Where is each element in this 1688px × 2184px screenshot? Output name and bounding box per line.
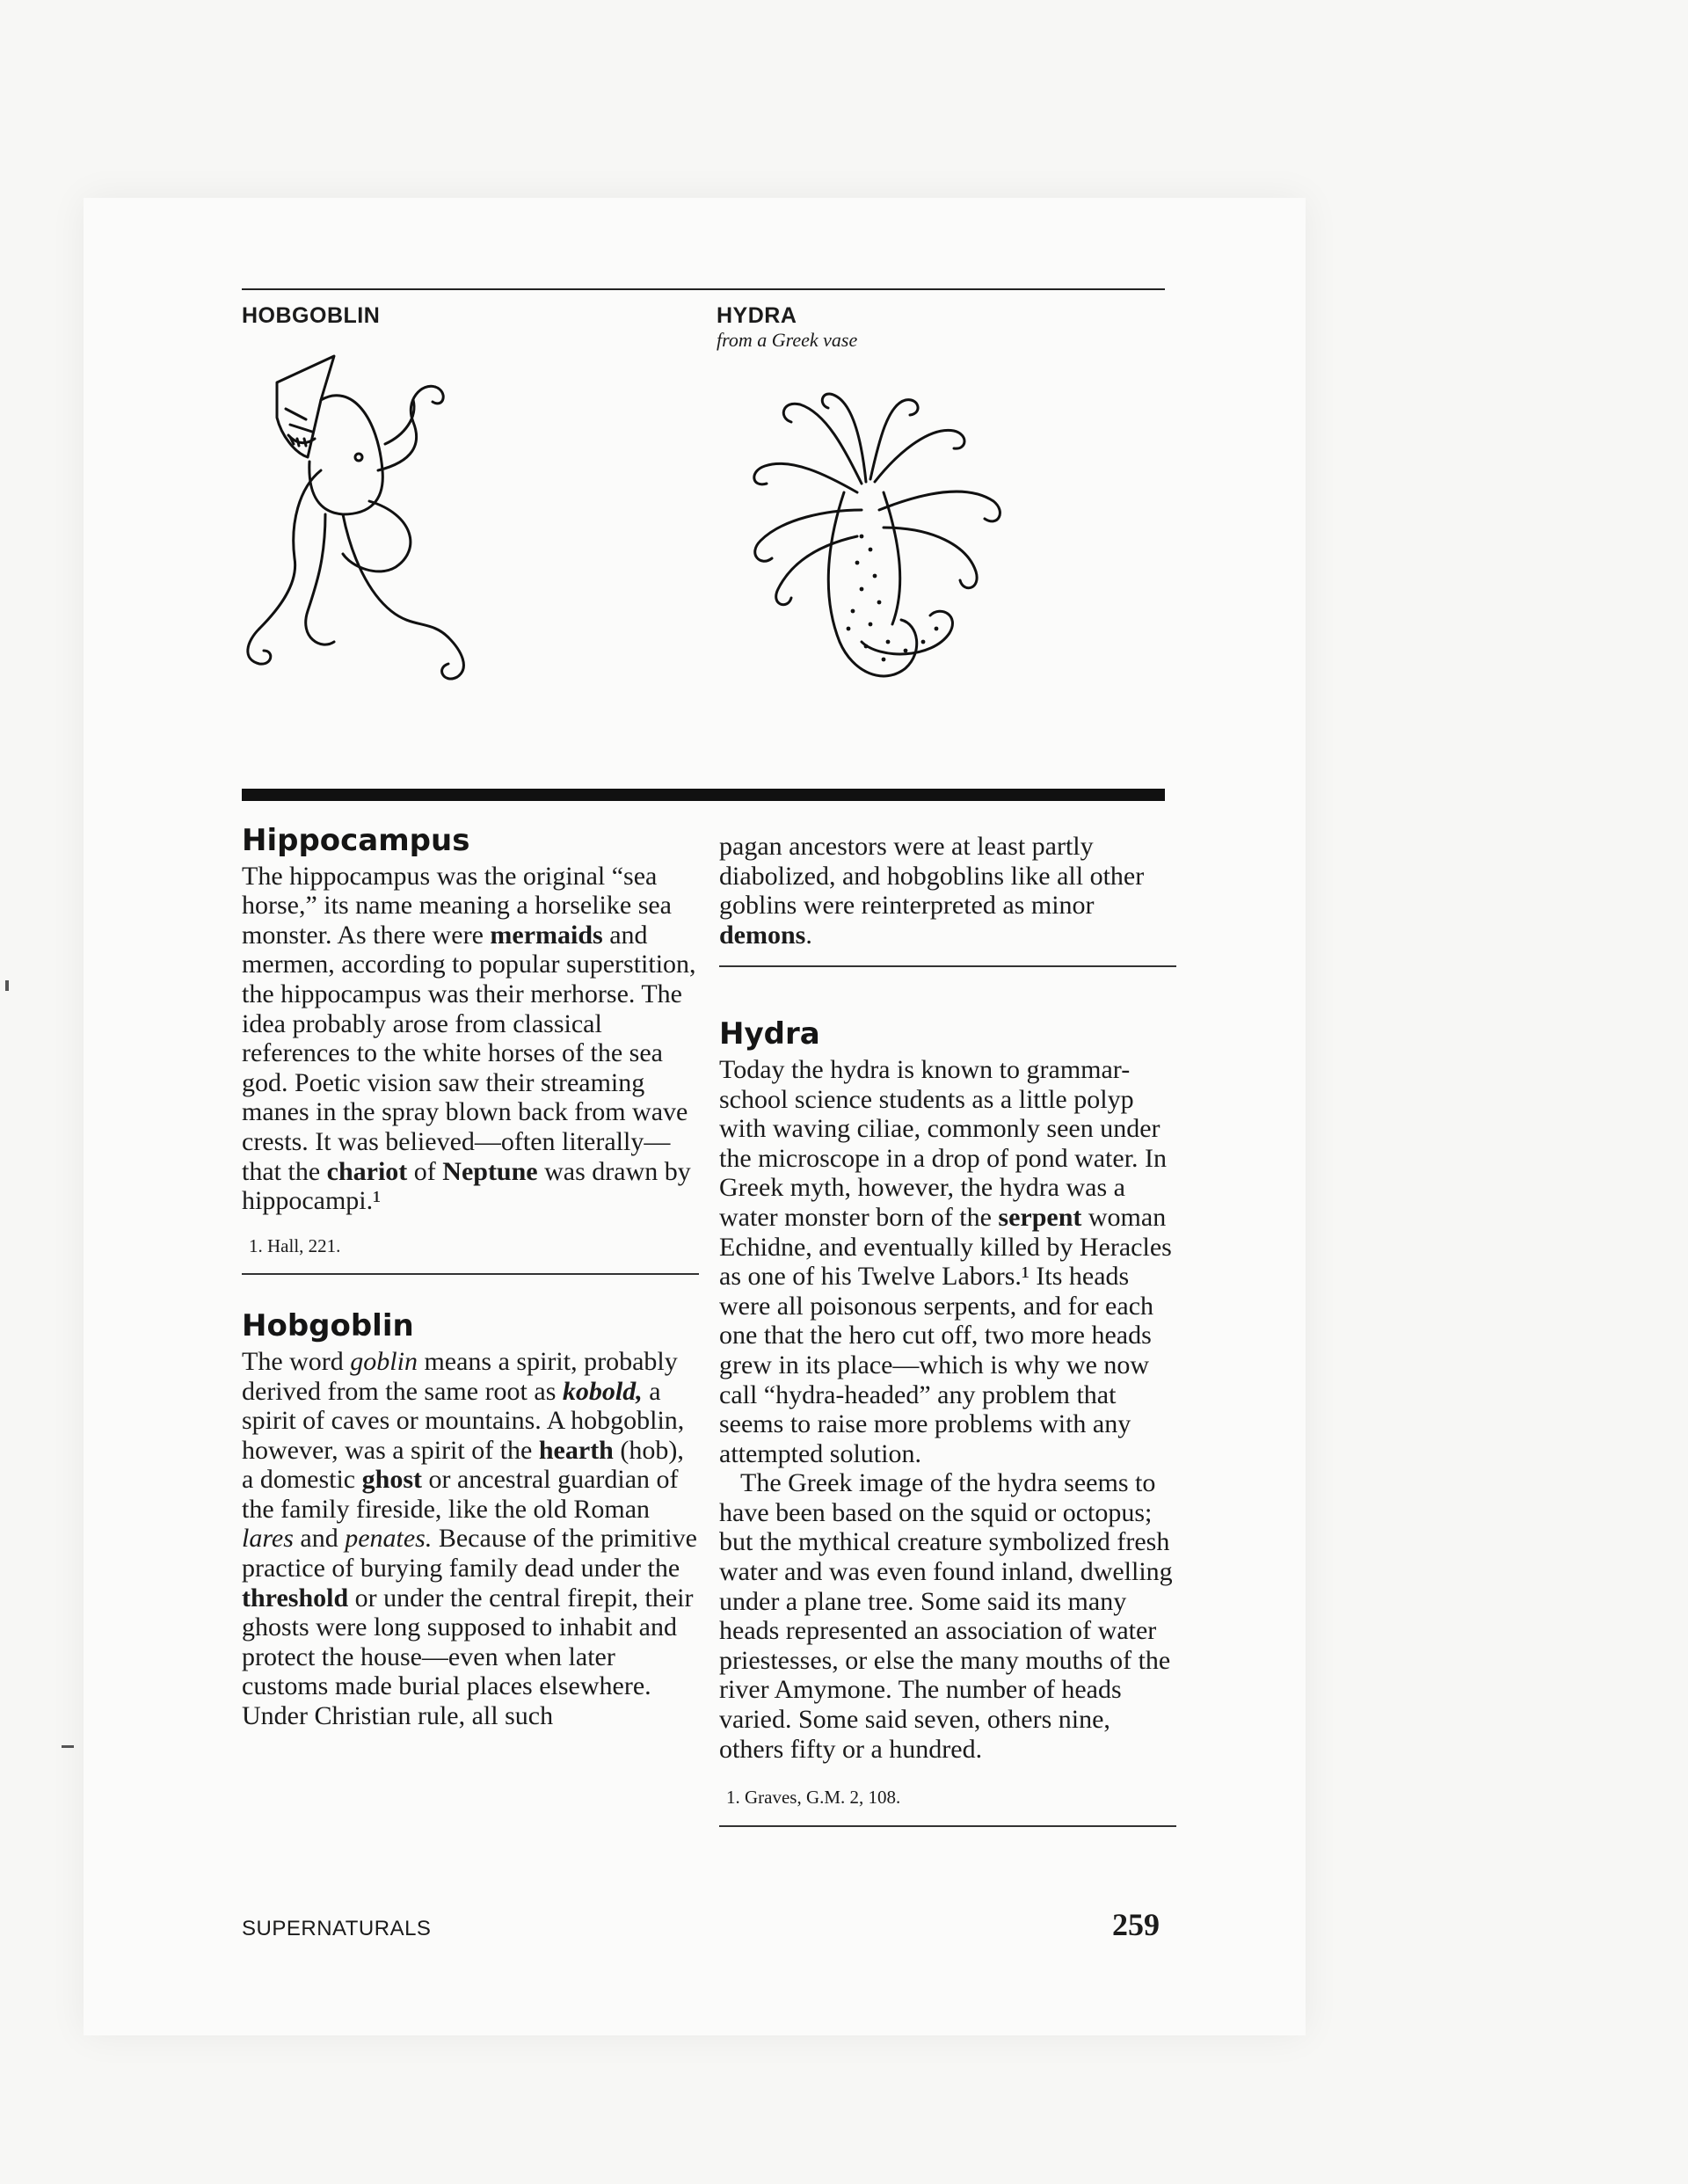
figure-top-rule: [242, 288, 1165, 290]
hobgoblin-caption: HOBGOBLIN: [242, 303, 381, 328]
neptune-link: Neptune: [442, 1156, 538, 1186]
hydra-subcaption: from a Greek vase: [717, 329, 858, 351]
threshold-link: threshold: [242, 1583, 349, 1613]
hydra-illustration: [730, 378, 1011, 712]
hobgoblin-continuation: pagan ancestors were at least partly diabolized, and hobgoblins like all other goblins were reinterpreted as minor demons.: [719, 832, 1145, 950]
hobgoblin-heading: Hobgoblin: [242, 1308, 414, 1344]
right-column: [719, 832, 1176, 1827]
hydra-heading: Hydra: [719, 1016, 820, 1052]
chariot-link: chariot: [326, 1156, 408, 1186]
hearth-link: hearth: [538, 1435, 614, 1465]
hobgoblin-paragraph: The word goblin means a spirit, probably derived from the same root as kobold, a spirit of caves or mountains. A hobgoblin, however, was a spirit of the hearth (hob), a domestic ghost or ancestral guardian of the family fireside, like the old Roman lares and penates. Because of the primitive practice of burying family dead under the threshold or under the central firepit, their ghosts were long supposed to inhabit and protect the house—even when later customs made burial places elsewhere. Under Christian rule, all such: [242, 1346, 697, 1731]
hydra-paragraph-2: The Greek image of the hydra seems to have been based on the squid or octopus; but the mythical creature symbolized fresh water and was even found inland, dwelling under a plane tree. Some said its many heads represented an association of water priestesses, or else the many mouths of the river Amymone. The number of heads varied. Some said seven, others nine, others fifty or a hundred.: [719, 1468, 1173, 1764]
left-column: [242, 823, 699, 1731]
scan-mark: [62, 1745, 74, 1748]
hobgoblin-illustration: [237, 347, 492, 690]
hydra-footnote: 1. Graves, G.M. 2, 108.: [726, 1787, 901, 1809]
hydra-caption: HYDRA: [717, 303, 797, 328]
demons-link: demons: [719, 920, 806, 950]
hippocampus-heading: Hippocampus: [242, 823, 470, 858]
hydra-end-rule: [719, 1825, 1176, 1827]
mermaids-link: mermaids: [490, 920, 603, 950]
page-number: 259: [1112, 1907, 1160, 1942]
hydra-paragraph-1: Today the hydra is known to grammar-school science students as a little polyp with waving ciliae, commonly seen under the microscope in a drop of pond water. In Greek myth, however, the hydra was a water monster born of the serpent woman Echidne, and eventually killed by Heracles as one of his Twelve Labors.¹ Its heads were all poisonous serpents, and for each one that the hero cut off, two more heads grew in its place—which is why we now call “hydra-headed” any problem that seems to raise more problems with any attempted solution.: [719, 1054, 1172, 1468]
scan-mark: [5, 980, 9, 991]
figure-bottom-rule: [242, 789, 1165, 801]
hippocampus-footnote: 1. Hall, 221.: [249, 1234, 341, 1256]
hippocampus-paragraph: The hippocampus was the original “sea horse,” its name meaning a horselike sea monster. As there were mermaids and mermen, according to popular superstition, the hippocampus was their merhorse. The idea probably arose from classical references to the white horses of the sea god. Poetic vision saw their streaming manes in the spray blown back from wave crests. It was believed—often literally—that the chariot of Neptune was drawn by hippocampi.¹: [242, 861, 696, 1216]
ghost-link: ghost: [361, 1465, 422, 1495]
serpent-link: serpent: [998, 1202, 1082, 1232]
running-footer-section: SUPERNATURALS: [242, 1917, 432, 1940]
